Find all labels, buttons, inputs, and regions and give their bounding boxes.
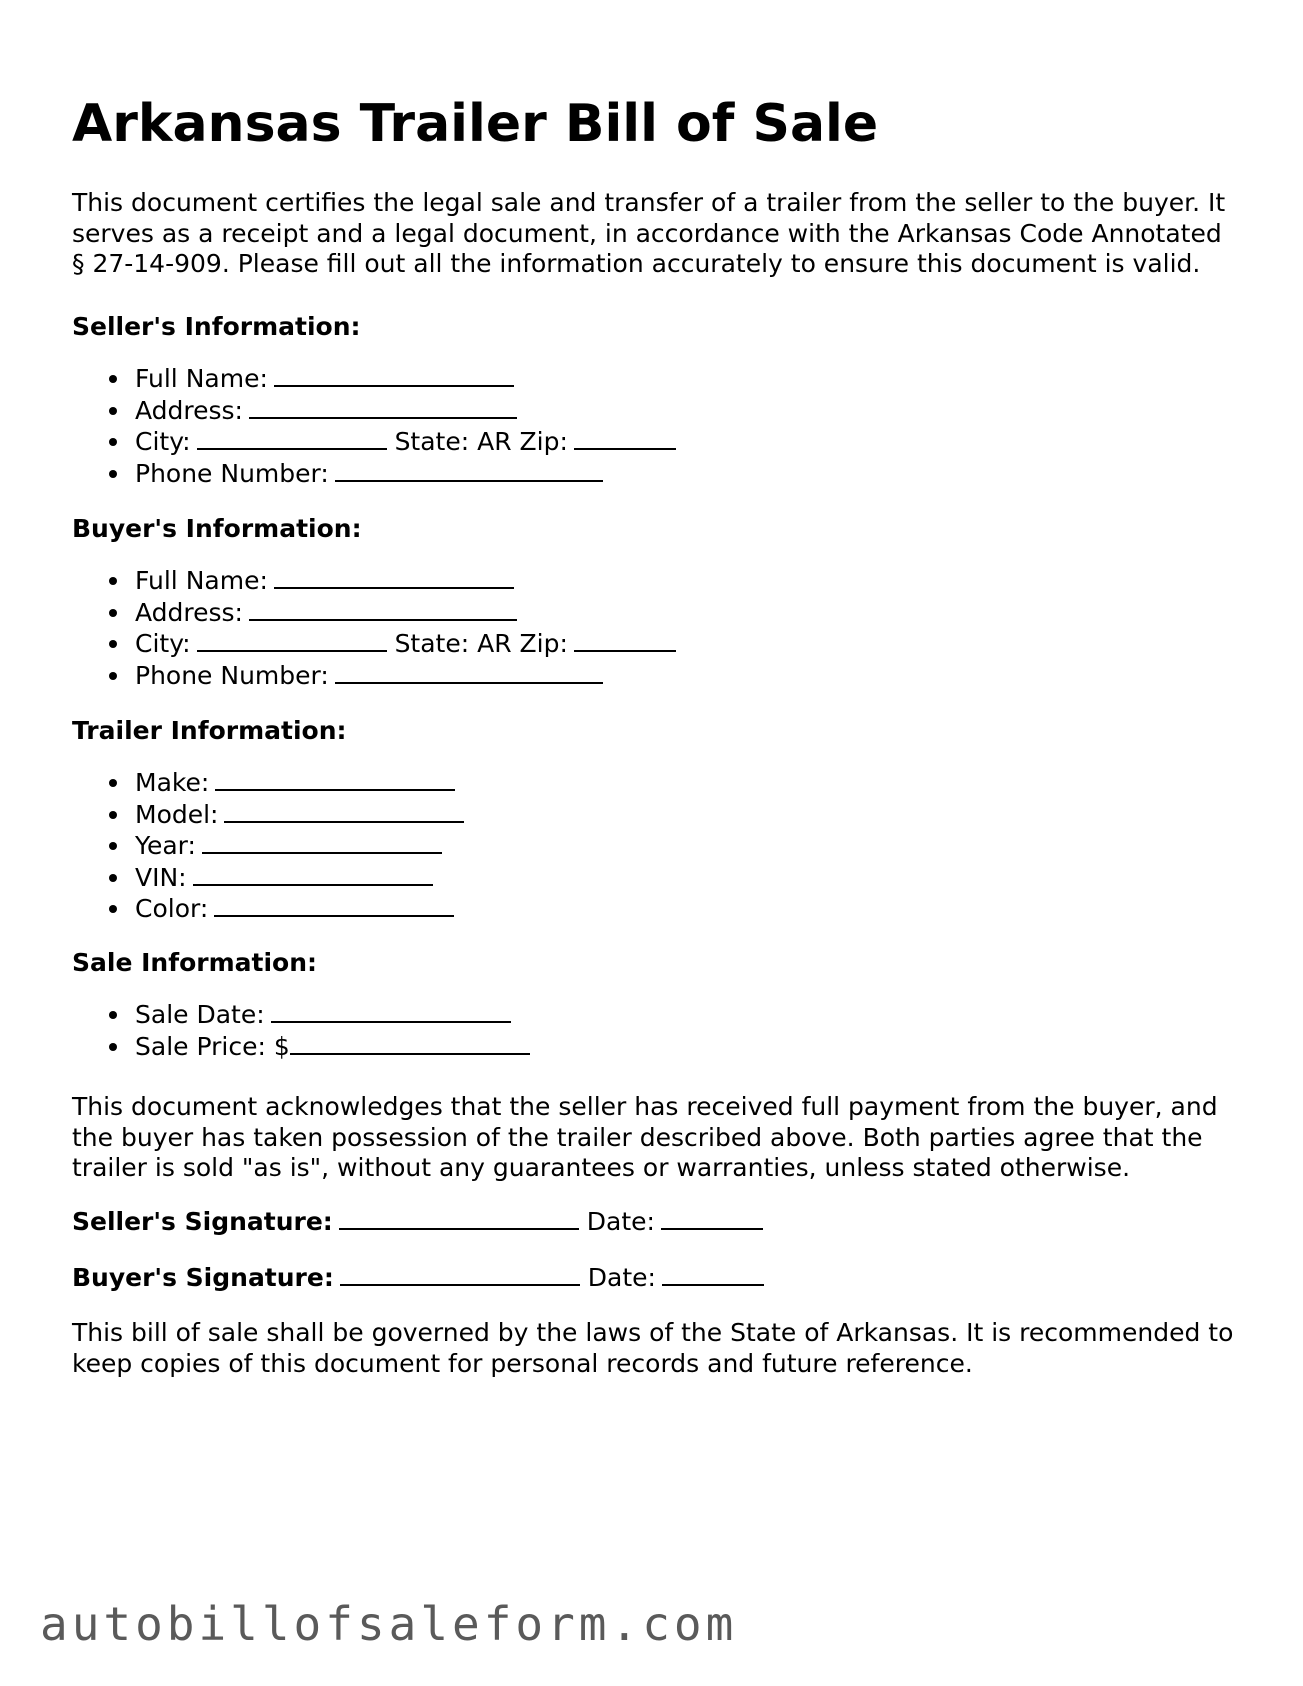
sale-price-label: Sale Price: $ <box>135 1031 290 1061</box>
buyer-signature-line <box>72 1262 764 1293</box>
sale-price-field <box>72 1031 530 1063</box>
seller-signature-line <box>72 1206 763 1237</box>
bullet-icon <box>109 893 119 924</box>
trailer-year-blank[interactable] <box>202 830 442 854</box>
buyer-signature-blank[interactable] <box>340 1262 580 1286</box>
seller-address-label: Address: <box>135 395 243 425</box>
buyer-full-name-field <box>72 565 676 597</box>
trailer-model-label: Model: <box>135 799 219 829</box>
buyer-phone-label: Phone Number: <box>135 660 329 690</box>
seller-city-state-zip-field <box>72 426 676 458</box>
trailer-year-field <box>72 830 464 862</box>
sale-field-list <box>72 999 530 1062</box>
bullet-icon <box>109 830 119 861</box>
buyer-city-label: City: <box>135 629 191 658</box>
trailer-color-field <box>72 893 464 925</box>
trailer-vin-label: VIN: <box>135 862 187 892</box>
seller-full-name-field <box>72 363 676 395</box>
buyer-date-blank[interactable] <box>662 1262 764 1286</box>
trailer-field-list <box>72 767 464 925</box>
seller-address-blank[interactable] <box>249 395 517 419</box>
seller-date-blank[interactable] <box>661 1206 763 1230</box>
seller-city-label: City: <box>135 427 191 456</box>
sale-date-label: Sale Date: <box>135 1000 265 1029</box>
seller-state-zip-label: State: AR Zip: <box>394 427 568 456</box>
buyer-address-label: Address: <box>135 597 243 627</box>
buyer-section-heading: Buyer's Information: <box>72 514 362 543</box>
trailer-model-blank[interactable] <box>224 799 464 823</box>
seller-address-field <box>72 395 676 427</box>
buyer-city-blank[interactable] <box>197 628 387 652</box>
bullet-icon <box>109 862 119 893</box>
acknowledgement-paragraph: This document acknowledges that the seller has received full payment from the buyer, and the buyer has taken possession of the trailer described above. Both parties agree that the trailer is sold "as is", without any guarantees or warranties, unless stated otherwise. <box>72 1092 1218 1182</box>
trailer-make-field <box>72 767 464 799</box>
bullet-icon <box>109 426 119 457</box>
trailer-color-blank[interactable] <box>214 893 454 917</box>
document-title: Arkansas Trailer Bill of Sale <box>72 94 879 154</box>
bullet-icon <box>109 597 119 628</box>
seller-phone-label: Phone Number: <box>135 458 329 488</box>
bullet-icon <box>109 395 119 426</box>
site-watermark: autobillofsaleform.com <box>40 1597 738 1651</box>
trailer-make-label: Make: <box>135 768 210 797</box>
bullet-icon <box>109 363 119 394</box>
bullet-icon <box>109 628 119 659</box>
bullet-icon <box>109 458 119 489</box>
seller-field-list <box>72 363 676 489</box>
bullet-icon <box>109 1031 119 1062</box>
seller-signature-blank[interactable] <box>339 1206 579 1230</box>
intro-paragraph: This document certifies the legal sale and transfer of a trailer from the seller to the buyer. It serves as a receipt and a legal document, in accordance with the Arkansas Code Annotated § 27-14-909. Please fill out all the information accurately to ensure this document is valid. <box>72 188 1226 278</box>
closing-paragraph: This bill of sale shall be governed by the laws of the State of Arkansas. It is recommended to keep copies of this document for personal records and future reference. <box>72 1318 1234 1378</box>
trailer-color-label: Color: <box>135 894 209 923</box>
bullet-icon <box>109 767 119 798</box>
seller-signature-label: Seller's Signature: <box>72 1207 333 1236</box>
trailer-model-field <box>72 799 464 831</box>
buyer-address-field <box>72 597 676 629</box>
trailer-year-label: Year: <box>135 831 196 860</box>
sale-section-heading: Sale Information: <box>72 948 317 977</box>
bullet-icon <box>109 565 119 596</box>
trailer-make-blank[interactable] <box>215 767 455 791</box>
sale-price-blank[interactable] <box>290 1031 530 1055</box>
bullet-icon <box>109 999 119 1030</box>
buyer-phone-blank[interactable] <box>335 660 603 684</box>
seller-section-heading: Seller's Information: <box>72 312 361 341</box>
buyer-full-name-label: Full Name: <box>135 566 268 595</box>
seller-zip-blank[interactable] <box>574 426 676 450</box>
seller-full-name-blank[interactable] <box>274 363 514 387</box>
buyer-signature-label: Buyer's Signature: <box>72 1263 334 1292</box>
buyer-date-label: Date: <box>587 1263 656 1292</box>
trailer-vin-field <box>72 862 464 894</box>
buyer-full-name-blank[interactable] <box>274 565 514 589</box>
sale-date-field <box>72 999 530 1031</box>
bullet-icon <box>109 799 119 830</box>
seller-full-name-label: Full Name: <box>135 364 268 393</box>
buyer-address-blank[interactable] <box>249 597 517 621</box>
seller-city-blank[interactable] <box>197 426 387 450</box>
buyer-zip-blank[interactable] <box>574 628 676 652</box>
buyer-phone-field <box>72 660 676 692</box>
buyer-city-state-zip-field <box>72 628 676 660</box>
seller-phone-field <box>72 458 676 490</box>
trailer-vin-blank[interactable] <box>193 862 433 886</box>
sale-date-blank[interactable] <box>271 999 511 1023</box>
buyer-state-zip-label: State: AR Zip: <box>394 629 568 658</box>
trailer-section-heading: Trailer Information: <box>72 716 347 745</box>
seller-date-label: Date: <box>586 1207 655 1236</box>
buyer-field-list <box>72 565 676 691</box>
bullet-icon <box>109 660 119 691</box>
seller-phone-blank[interactable] <box>335 458 603 482</box>
